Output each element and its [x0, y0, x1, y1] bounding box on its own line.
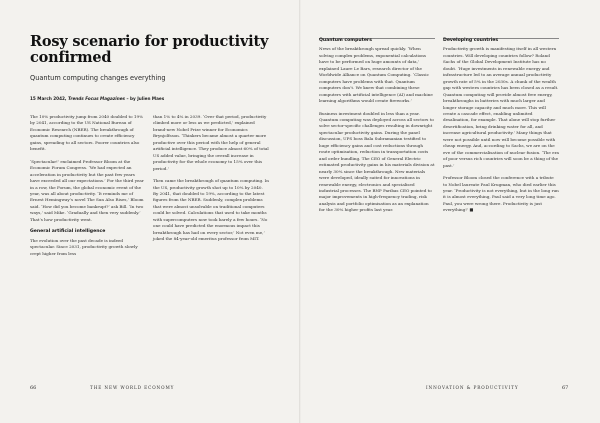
paragraph: than 1% to 4% in 2039. ‘Over that period, productivity climbed more or less as we predicted,’ explained brand-new Nobel Prize winner for Economics Brynjolfsson. ‘Thinkers became almost a quarter more productive over this period with the help of general artificial intelligence. They produce almost 60% of total US added value, bringing the overall increase in productivity for the whole economy to 15% over this period.’	[153, 114, 269, 171]
paragraph: Business investment doubled in less than a year. Quantum computing was deployed across all sectors to solve sector-specific challenges resulting in downright spectacular productivity gains. During the panel discussion, UPS boss Bala Subramanian testified to huge efficiency gains and cost reductions through route optimisation, reduction in transportation costs and order bundling. The CEO of General Electric estimated productivity gains in his materials division at nearly 30% since the breakthrough. New materials were developed, ideally suited for innovations in renewable energy, electronics and specialised industrial processes. The BNP Paribas CEO pointed to major improvements in high-frequency trading, risk analysis and portfolio optimisation as an explanation for the 30% higher profits last year.	[319, 110, 435, 213]
paragraph: Productivity growth is manifesting itself in all western countries. Will developing countries follow? Roland Sachs of the Global Development Institute has no doubt. ‘Huge investments in renewable energy and infrastructure led to an average annual productivity growth rate of 5% in the 2030s. A chunk of the wealth gap with western countries has been closed as a result. Quantum computing will provide almost free energy, breakthroughs in batteries with much larger and longer storage capacity and much more. This will create a cascade effect, enabling unlimited desalination, for example. That alone will stop further desertification, bring drinking water for all, and increase agricultural productivity.’ Many things that were not possible until now will become possible with cheap energy. And, according to Sachs, we are on the eve of the commercialisation of nuclear fusion. ‘The era of poor versus rich countries will soon be a thing of the past.’	[443, 46, 559, 168]
left-running-title: THE NEW WORLD ECONOMY	[90, 385, 175, 390]
text-column-3	[319, 38, 435, 220]
text-column-4	[443, 38, 559, 220]
text-column-2	[153, 114, 269, 249]
paragraph: The 10% productivity jump from 2040 doubled to 19% by 2041, according to the US National Bureau of Economic Research (NBER). The breakthrough of quantum computing continues to create efficiency gains, spreading to all sectors. Poorer countries also benefit.	[30, 114, 143, 152]
article-title: Rosy scenario for productivity confirmed	[30, 33, 269, 66]
left-page-number: 66	[30, 385, 37, 391]
text-column-1	[30, 114, 146, 263]
right-running-title: INNOVATION & PRODUCTIVITY	[426, 385, 519, 390]
paragraph: Then came the breakthrough of quantum computing. In the US, productivity growth shot up to 10% by 2040. By 2041, that doubled to 19%, according to the latest figures from the NBER. Suddenly, complex problems that were almost unsolvable on traditional computers could be solved. Calculations that used to take months with supercomputers now took barely a few hours. ‘No one could have predicted the enormous impact this breakthrough has had on every sector,’ Not even me,’ joked the 84-year-old emeritus professor from MIT.	[153, 178, 269, 242]
paragraph: ‘Spectacular!’ exclaimed Professor Bloom at the Economic Forum Congress. ‘We had expected an acceleration in productivity but the past few years have exceeded all our expectations.’ For the third year in a row, the Forum, the global economic event of the year, was all about productivity. ‘It reminds me of Ernest Hemingway’s novel The Sun Also Rises,’ Bloom said. ‘How did you become bankrupt?’ ask Bill. ‘In two ways,’ said Mike. ‘Gradually and then very suddenly.’ That’s how productivity went.	[30, 158, 144, 222]
paragraph: The evolution over the past decade is indeed spectacular. Since 2031, productivity growth slowly crept higher from less	[30, 237, 138, 256]
article-source: Trends Focus Magazines	[67, 96, 126, 101]
section-heading: Quantum computers	[319, 38, 372, 43]
article-author: – by Julien Maes	[125, 96, 165, 101]
paragraph: Professor Bloom closed the conference with a tribute to Nobel laureate Paul Krugman, who died earlier this year. ‘Productivity is not everything, but in the long run it is almost everything, Paul said a very long time ago. Paul, you were wrong there. Productivity is just everything!’ ■	[443, 175, 559, 213]
article-subtitle: Quantum computing changes everything	[30, 74, 166, 82]
section-heading: Developing countries	[443, 38, 499, 43]
paragraph: News of the breakthrough spread quickly. ‘When solving complex problems, exponential calculations have to be performed on huge amounts of data,’ explained Laure Le Bars, research director of the Worldwide Alliance on Quantum Computing. ‘Classic computers have problems with that. Quantum computers don’t. We knew that combining these computers with artificial intelligence (AI) and machine learning algorithms would create fireworks.’	[319, 46, 433, 104]
article-dateline	[30, 96, 280, 101]
right-page-number: 67	[562, 385, 569, 391]
article-date: 15 March 2042,	[30, 96, 67, 101]
page-gutter	[299, 0, 301, 423]
section-heading: General artificial intelligence	[30, 229, 106, 235]
